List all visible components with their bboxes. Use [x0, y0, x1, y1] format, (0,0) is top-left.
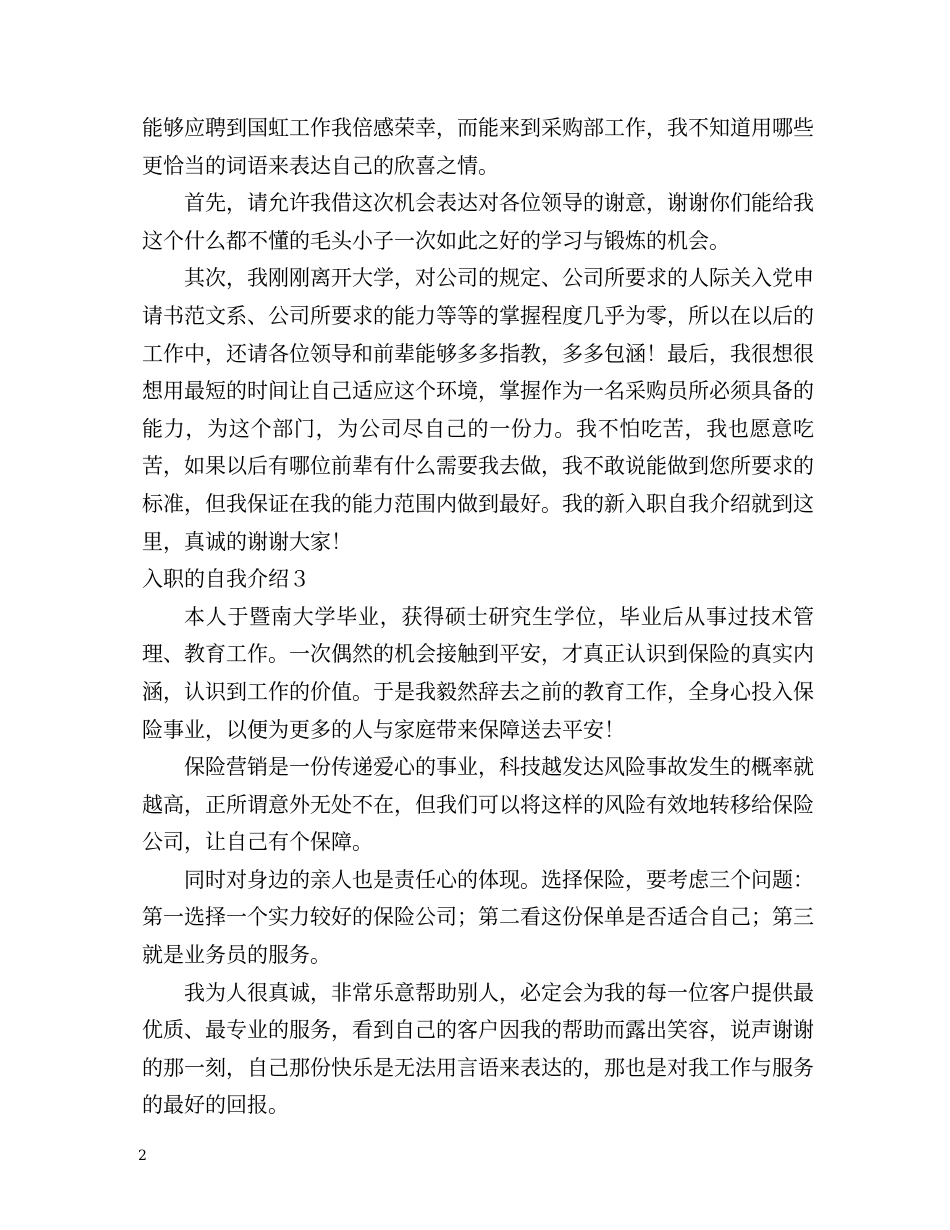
paragraph-insurance-marketing: 保险营销是一份传递爱心的事业，科技越发达风险事故发生的概率就越高，正所谓意外无处不在，但我们可以将这样的风险有效地转移给保险公司，让自己有个保障。 — [142, 755, 814, 855]
document-body — [142, 110, 814, 1125]
paragraph-service: 我为人很真诚，非常乐意帮助别人，必定会为我的每一位客户提供最优质、最专业的服务，看到自己的客户因我的帮助而露出笑容，说声谢谢的那一刻，自己那份快乐是无法用言语来表达的，那也是对我工作与服务的最好的回报。 — [142, 980, 814, 1118]
paragraph-commitment: 其次，我刚刚离开大学，对公司的规定、公司所要求的人际关入党申请书范文系、公司所要求的能力等等的掌握程度几乎为零，所以在以后的工作中，还请各位领导和前辈能够多多指教，多多包涵！最后，我很想很想用最短的时间让自己适应这个环境，掌握作为一名采购员所必须具备的能力，为这个部门，为公司尽自己的一份力。我不怕吃苦，我也愿意吃苦，如果以后有哪位前辈有什么需要我去做，我不敢说能做到您所要求的标准，但我保证在我的能力范围内做到最好。我的新入职自我介绍就到这里，真诚的谢谢大家！ — [142, 266, 814, 554]
page-number: 2 — [138, 1148, 147, 1164]
paragraph-continuation: 能够应聘到国虹工作我倍感荣幸，而能来到采购部工作，我不知道用哪些更恰当的词语来表达自己的欣喜之情。 — [142, 116, 814, 178]
paragraph-choosing-insurance: 同时对身边的亲人也是责任心的体现。选择保险，要考虑三个问题：第一选择一个实力较好的保险公司；第二看这份保单是否适合自己；第三就是业务员的服务。 — [142, 867, 814, 968]
section-heading: 入职的自我介绍３ — [142, 567, 310, 592]
paragraph-thanks: 首先，请允许我借这次机会表达对各位领导的谢意，谢谢你们能给我这个什么都不懂的毛头小子一次如此之好的学习与锻炼的机会。 — [142, 191, 814, 253]
paragraph-background: 本人于暨南大学毕业，获得硕士研究生学位，毕业后从事过技术管理、教育工作。一次偶然的机会接触到平安，才真正认识到保险的真实内涵，认识到工作的价值。于是我毅然辞去之前的教育工作，全身心投入保险事业，以便为更多的人与家庭带来保障送去平安！ — [142, 604, 814, 742]
